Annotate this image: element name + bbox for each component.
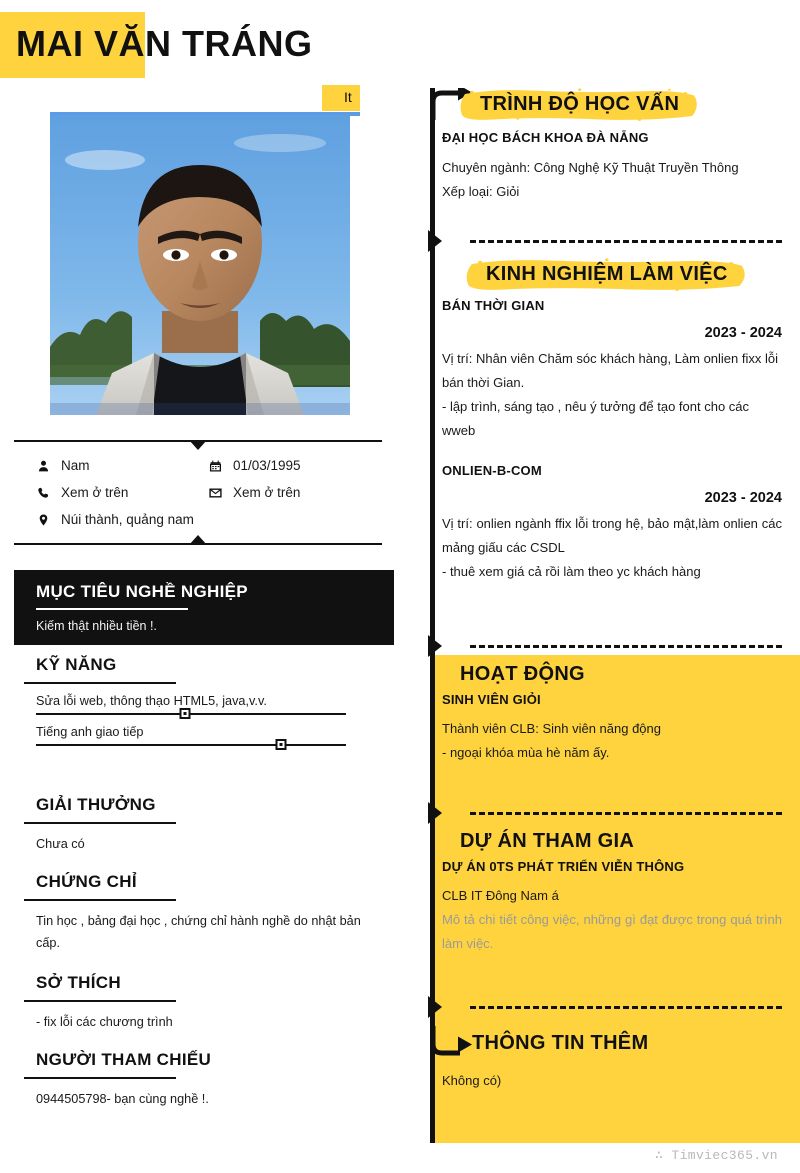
contact-grid [14, 442, 382, 543]
objective-body: Kiếm thật nhiều tiền !. [36, 619, 157, 633]
skill-slider-handle[interactable] [179, 708, 190, 719]
references-body: 0944505798- bạn cùng nghề !. [36, 1092, 209, 1106]
section-title-interests: SỞ THÍCH [36, 973, 121, 992]
section-title-experience-wrap [466, 258, 748, 292]
right-column [410, 0, 800, 1173]
skill-row [36, 694, 386, 715]
section-title-skills: KỸ NĂNG [36, 655, 117, 674]
skill-slider[interactable] [36, 744, 346, 746]
education-major: Chuyên ngành: Công Nghệ Kỹ Thuật Truyền Thông [442, 160, 739, 175]
additional-body: Không có) [442, 1073, 502, 1088]
section-career-objective [14, 570, 394, 645]
contact-item-location [36, 512, 208, 527]
activities-line-2: - ngoại khóa mùa hè năm ấy. [442, 745, 610, 761]
job-title-chip [322, 85, 360, 111]
skill-label: Sửa lỗi web, thông thạo HTML5, java,v.v. [36, 694, 267, 708]
contact-item-email [208, 485, 382, 500]
skill-label: Tiếng anh giao tiếp [36, 725, 144, 739]
certificates-body: Tin học , bảng đại học , chứng chỉ hành nghề do nhật bản cấp. [36, 914, 361, 951]
section-projects [410, 830, 800, 956]
section-awards [36, 795, 386, 855]
section-activities [410, 663, 800, 765]
project-placeholder: Mô tả chi tiết công việc, những gì đạt được trong quá trình làm việc. [442, 912, 782, 952]
section-additional [410, 1032, 800, 1093]
section-experience [410, 258, 800, 584]
triangle-down-icon [189, 440, 207, 450]
section-title-education: TRÌNH ĐỘ HỌC VẤN [480, 93, 680, 115]
awards-body: Chưa có [36, 837, 85, 851]
section-certificates [36, 872, 386, 954]
dashed-divider [470, 240, 782, 243]
contact-item-phone [36, 485, 208, 500]
footer-watermark: ∴ Timviec365.vn [654, 1148, 778, 1163]
project-org: CLB IT Đông Nam á [442, 888, 559, 903]
title-underline [24, 899, 176, 901]
contact-value-location: Núi thành, quảng nam [61, 512, 194, 527]
job-description: Vị trí: onlien ngành ffix lỗi trong hệ, bảo mật,làm onlien các mảng giấu các CSDL [442, 516, 782, 556]
person-icon [36, 458, 50, 473]
job-company: BÁN THỜI GIAN [442, 298, 545, 313]
skill-slider[interactable] [36, 713, 346, 715]
activities-line-1: Thành viên CLB: Sinh viên năng động [442, 721, 661, 736]
section-title-experience: KINH NGHIỆM LÀM VIỆC [486, 263, 728, 285]
section-title-projects: DỰ ÁN THAM GIA [460, 830, 635, 852]
section-skills [36, 655, 386, 746]
section-title-awards: GIẢI THƯỞNG [36, 795, 156, 814]
job-title-label: It [344, 89, 352, 105]
title-underline [24, 682, 176, 684]
experience-job [410, 292, 800, 443]
contact-value-email: Xem ở trên [233, 485, 301, 500]
contact-item-gender [36, 458, 208, 473]
project-name: DỰ ÁN 0TS PHÁT TRIỂN VIỄN THÔNG [442, 859, 685, 874]
triangle-right-icon [428, 635, 442, 657]
triangle-up-icon [189, 535, 207, 545]
job-years: 2023 - 2024 [704, 325, 782, 341]
envelope-icon [208, 485, 222, 500]
title-underline [36, 608, 188, 610]
contact-value-birthdate: 01/03/1995 [233, 458, 301, 473]
section-education [410, 88, 800, 204]
location-icon [36, 512, 50, 527]
page-title: MAI VĂN TRÁNG [16, 23, 313, 64]
contact-value-phone: Xem ở trên [61, 485, 129, 500]
job-detail: - thuê xem giá cả rồi làm theo yc khách hàng [442, 564, 701, 580]
section-title-certificates: CHỨNG CHỈ [36, 872, 137, 891]
section-references [36, 1050, 386, 1110]
job-detail: - lập trình, sáng tạo , nêu ý tưởng để tạo font cho các wweb [442, 399, 750, 439]
contact-item-birthdate [208, 458, 382, 473]
dashed-divider [470, 645, 782, 648]
activities-subtitle: SINH VIÊN GIỎI [442, 692, 541, 707]
section-title-objective: MỤC TIÊU NGHỀ NGHIỆP [36, 582, 248, 601]
contact-bottom-divider [14, 543, 382, 545]
job-description: Vị trí: Nhân viên Chăm sóc khách hàng, Làm onlien fixx lỗi bán thời Gian. [442, 351, 779, 391]
contact-value-gender: Nam [61, 458, 90, 473]
title-underline [24, 1077, 176, 1079]
title-underline [24, 822, 176, 824]
section-title-references: NGƯỜI THAM CHIẾU [36, 1050, 212, 1069]
dashed-divider [470, 1006, 782, 1009]
experience-job [410, 443, 800, 584]
skill-slider-handle[interactable] [275, 739, 286, 750]
interests-body: - fix lỗi các chương trình [36, 1015, 173, 1029]
triangle-right-icon [428, 802, 442, 824]
job-years: 2023 - 2024 [704, 490, 782, 507]
section-title-additional: THÔNG TIN THÊM [472, 1032, 649, 1054]
section-title-education-wrap [460, 88, 699, 122]
triangle-right-icon [428, 230, 442, 252]
phone-icon [36, 485, 50, 500]
job-company: ONLIEN-B-COM [442, 463, 542, 479]
education-grade: Xếp loại: Giỏi [442, 184, 520, 200]
education-school: ĐẠI HỌC BÁCH KHOA ĐÀ NẴNG [442, 130, 649, 145]
dashed-divider [470, 812, 782, 815]
skill-row [36, 725, 386, 746]
triangle-right-icon [428, 996, 442, 1018]
photo-illustration [50, 115, 350, 415]
profile-photo [50, 115, 350, 415]
title-underline [24, 1000, 176, 1002]
calendar-icon [208, 458, 222, 473]
contact-top-divider [14, 440, 382, 442]
contact-block [14, 440, 382, 545]
section-interests [36, 973, 386, 1033]
section-title-activities: HOẠT ĐỘNG [460, 663, 585, 685]
